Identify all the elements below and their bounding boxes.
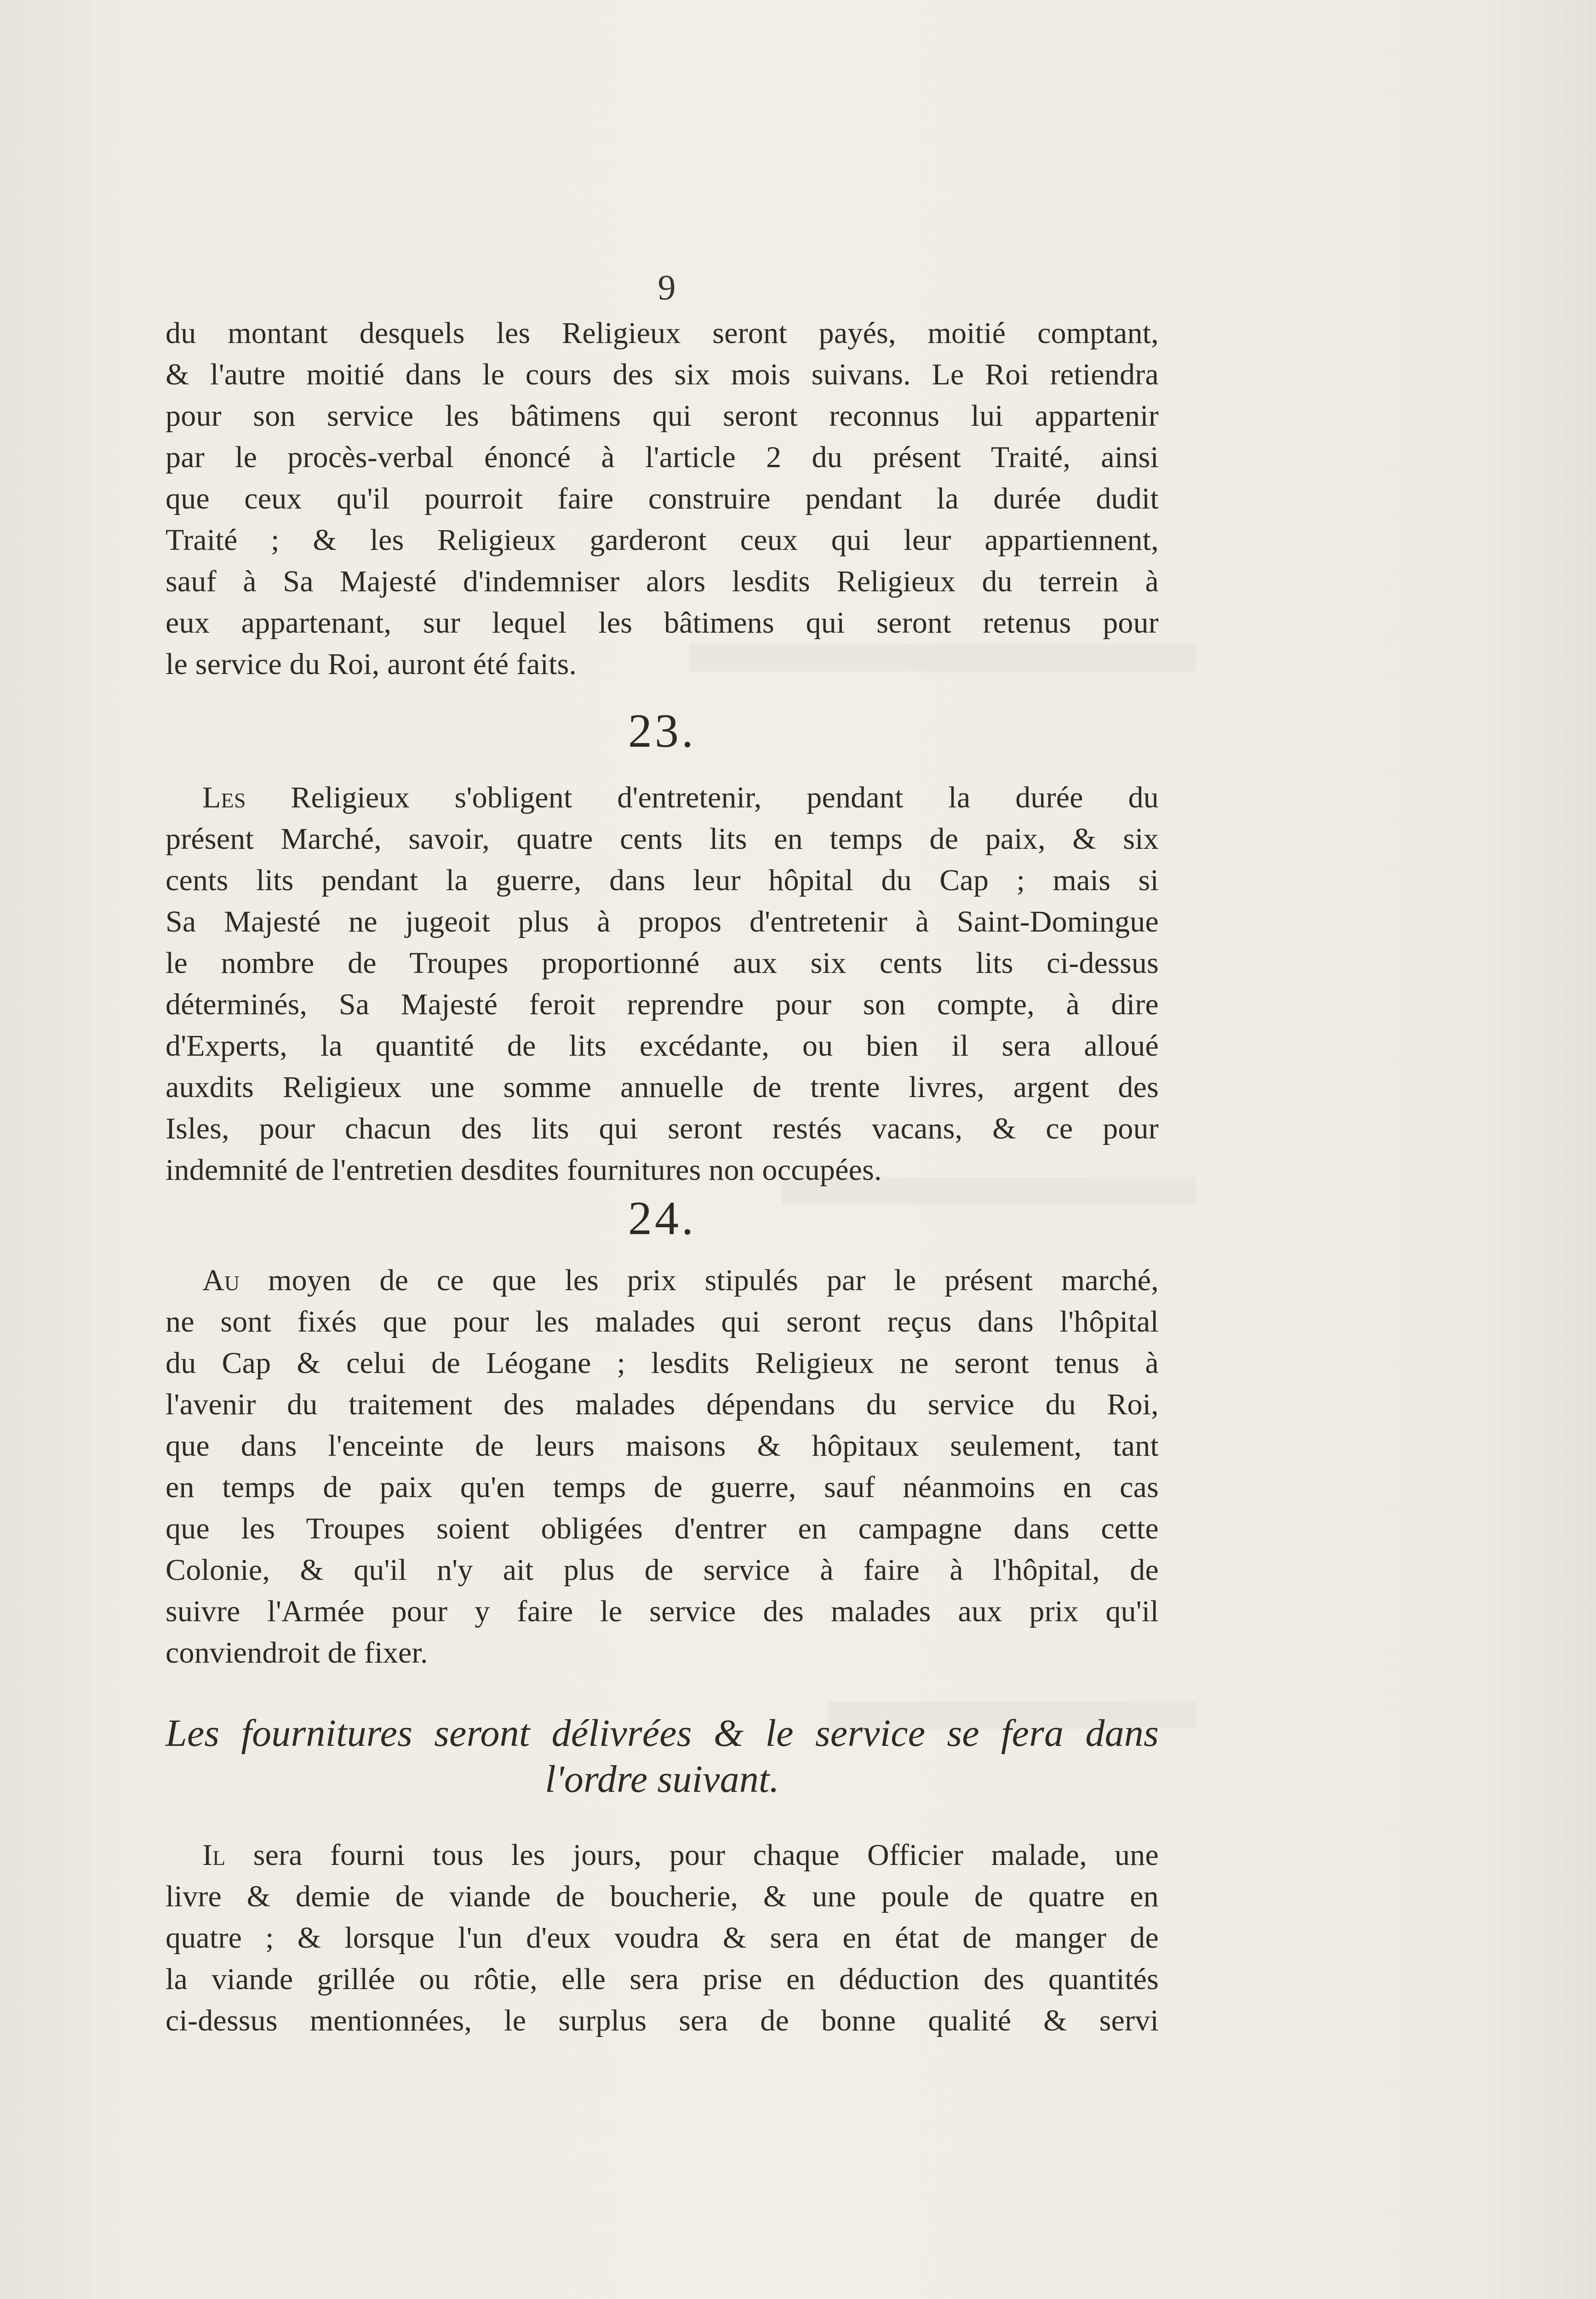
text-line: du montant desquels les Religieux seront payés, moitié comptant, <box>166 316 1159 350</box>
text-line: eux appartenant, sur lequel les bâtimens qui seront retenus pour <box>166 606 1159 640</box>
text-line: sauf à Sa Majesté d'indemniser alors lesdits Religieux du terrein à <box>166 565 1159 598</box>
lead-word: Il <box>202 1838 226 1872</box>
text-line <box>166 777 1159 818</box>
text-line: quatre ; & lorsque l'un d'eux voudra & sera en état de manger de <box>166 1921 1159 1955</box>
text-line: Colonie, & qu'il n'y ait plus de service à faire à l'hôpital, de <box>166 1553 1159 1587</box>
text-line: suivre l'Armée pour y faire le service des malades aux prix qu'il <box>166 1595 1159 1628</box>
article-number: 24. <box>628 1192 696 1245</box>
article-23 <box>166 703 1159 1191</box>
page-number: 9 <box>658 267 676 307</box>
article-number: 23. <box>628 704 696 757</box>
text-line: du Cap & celui de Léogane ; lesdits Religieux ne seront tenus à <box>166 1346 1159 1380</box>
text-line: l'avenir du traitement des malades dépendans du service du Roi, <box>166 1388 1159 1421</box>
text-line: ne sont fixés que pour les malades qui seront reçus dans l'hôpital <box>166 1305 1159 1338</box>
heading-line: Les fournitures seront délivrées & le service se fera dans <box>166 1712 1159 1755</box>
text-line: que ceux qu'il pourroit faire construire pendant la durée dudit <box>166 482 1159 515</box>
text-line: la viande grillée ou rôtie, elle sera prise en déduction des quantités <box>166 1962 1159 1996</box>
text-line: d'Experts, la quantité de lits excédante, ou bien il sera alloué <box>166 1029 1159 1063</box>
lead-word: Les <box>202 781 246 814</box>
text-line: ci-dessus mentionnées, le surplus sera de bonne qualité & servi <box>166 2004 1159 2037</box>
final-paragraph <box>166 1835 1159 2042</box>
section-heading <box>166 1710 1159 1802</box>
text-line: par le procès-verbal énoncé à l'article 2 du présent Traité, ainsi <box>166 440 1159 474</box>
text-line: pour son service les bâtimens qui seront reconnus lui appartenir <box>166 399 1159 433</box>
continuation-paragraph <box>166 313 1159 685</box>
text-line <box>166 1260 1159 1301</box>
line-text: Religieux s'obligent d'entretenir, pendant la durée du <box>291 781 1159 814</box>
text-line: indemnité de l'entretien desdites fournitures non occupées. <box>166 1153 882 1187</box>
text-line: en temps de paix qu'en temps de guerre, sauf néanmoins en cas <box>166 1470 1159 1504</box>
text-line: Sa Majesté ne jugeoit plus à propos d'entretenir à Saint-Domingue <box>166 905 1159 938</box>
text-line: Isles, pour chacun des lits qui seront restés vacans, & ce pour <box>166 1112 1159 1145</box>
heading-line: l'ordre suivant. <box>545 1758 779 1801</box>
text-line: que les Troupes soient obligées d'entrer en campagne dans cette <box>166 1512 1159 1545</box>
lead-word: Au <box>202 1264 240 1297</box>
text-line: déterminés, Sa Majesté feroit reprendre pour son compte, à dire <box>166 988 1159 1021</box>
text-line: livre & demie de viande de boucherie, & une poule de quatre en <box>166 1880 1159 1913</box>
text-line: auxdits Religieux une somme annuelle de trente livres, argent des <box>166 1070 1159 1104</box>
text-line: conviendroit de fixer. <box>166 1636 428 1670</box>
text-line <box>166 1835 1159 1876</box>
line-text: sera fourni tous les jours, pour chaque Officier malade, une <box>253 1838 1159 1872</box>
text-line: que dans l'enceinte de leurs maisons & hôpitaux seulement, tant <box>166 1429 1159 1463</box>
text-line: & l'autre moitié dans le cours des six mois suivans. Le Roi retiendra <box>166 358 1159 391</box>
article-24 <box>166 1191 1159 1674</box>
line-text: moyen de ce que les prix stipulés par le présent marché, <box>268 1264 1159 1297</box>
text-line: Traité ; & les Religieux garderont ceux qui leur appartiennent, <box>166 523 1159 557</box>
text-line: le nombre de Troupes proportionné aux six cents lits ci-dessus <box>166 946 1159 980</box>
text-line: le service du Roi, auront été faits. <box>166 647 577 681</box>
text-line: cents lits pendant la guerre, dans leur hôpital du Cap ; mais si <box>166 864 1159 897</box>
text-line: présent Marché, savoir, quatre cents lits en temps de paix, & six <box>166 822 1159 856</box>
